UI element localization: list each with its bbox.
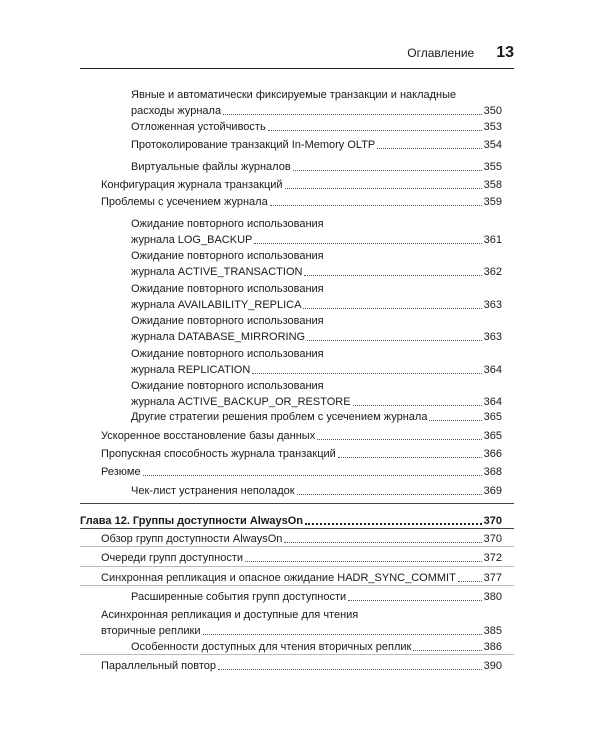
dot-leader xyxy=(252,373,481,374)
toc-page-number: 386 xyxy=(483,641,502,653)
toc-entry[interactable] xyxy=(131,159,502,175)
toc-page-number: 370 xyxy=(483,533,502,545)
toc-entry[interactable] xyxy=(101,446,502,462)
toc-page-number: 385 xyxy=(483,625,502,637)
toc-entry-title: Отложенная устойчивость xyxy=(131,121,266,133)
dot-leader xyxy=(284,542,481,543)
dot-leader xyxy=(317,439,481,440)
toc-entry-title: журнала ACTIVE_BACKUP_OR_RESTORE xyxy=(131,396,351,408)
toc-entry[interactable] xyxy=(101,570,502,586)
dot-leader xyxy=(429,420,481,421)
toc-page-number: 358 xyxy=(483,179,502,191)
toc-entry-title: Пропускная способность журнала транзакций xyxy=(101,448,336,460)
toc-entry-line: Ожидание повторного использования xyxy=(131,250,324,262)
toc-entry-title: расходы журнала xyxy=(131,105,222,117)
toc-entry-title: Очереди групп доступности xyxy=(101,552,244,564)
toc-entry[interactable] xyxy=(101,194,502,210)
toc-entry[interactable] xyxy=(131,137,502,153)
toc-entry-title: Синхронная репликация и опасное ожидание HADR_SYNC_COMMIT xyxy=(101,572,456,584)
toc-page-number: 370 xyxy=(483,515,502,527)
dot-leader xyxy=(377,148,481,149)
toc-entry-title: журнала LOG_BACKUP xyxy=(131,234,253,246)
dot-leader xyxy=(218,669,482,670)
toc-entry-title: Проблемы с усечением журнала xyxy=(101,196,268,208)
toc-entry-title: Другие стратегии решения проблем с усечением журнала xyxy=(131,411,428,423)
running-header xyxy=(80,44,514,64)
dot-leader xyxy=(143,475,482,476)
toc-entry[interactable] xyxy=(101,658,502,674)
toc-page-number: 350 xyxy=(483,105,502,117)
toc-entry[interactable] xyxy=(131,313,502,345)
toc-page-number: 369 xyxy=(483,485,502,497)
toc-entry[interactable] xyxy=(131,409,502,425)
toc-entry-title: Виртуальные файлы журналов xyxy=(131,161,291,173)
toc-entry[interactable] xyxy=(131,87,502,119)
toc-entry[interactable] xyxy=(101,531,502,547)
toc-entry[interactable] xyxy=(131,346,502,378)
toc-entry-title: журнала ACTIVE_TRANSACTION xyxy=(131,266,303,278)
toc-entry[interactable] xyxy=(101,550,502,566)
toc-entry-title: Обзор групп доступности AlwaysOn xyxy=(101,533,283,545)
toc-entry-title: Конфигурация журнала транзакций xyxy=(101,179,283,191)
dot-leader xyxy=(293,170,482,171)
toc-page-number: 363 xyxy=(483,299,502,311)
section-divider xyxy=(80,585,514,586)
dot-leader xyxy=(307,340,482,341)
toc-page-number: 366 xyxy=(483,448,502,460)
toc-entry-line: Ожидание повторного использования xyxy=(131,283,324,295)
toc-page-number: 365 xyxy=(483,430,502,442)
section-divider xyxy=(80,528,514,529)
toc-entry[interactable] xyxy=(131,281,502,313)
toc-page-number: 359 xyxy=(483,196,502,208)
toc-entry[interactable] xyxy=(131,639,502,655)
section-divider xyxy=(80,654,514,655)
toc-entry-title: журнала REPLICATION xyxy=(131,364,251,376)
toc-page-number: 364 xyxy=(483,364,502,376)
header-page-number: 13 xyxy=(496,44,514,61)
toc-page-number: 390 xyxy=(483,660,502,672)
dot-leader xyxy=(203,634,482,635)
toc-page-number: 363 xyxy=(483,331,502,343)
toc-page-number: 355 xyxy=(483,161,502,173)
toc-entry[interactable] xyxy=(131,483,502,499)
toc-entry[interactable] xyxy=(101,607,502,639)
dot-leader xyxy=(254,243,481,244)
section-divider xyxy=(80,503,514,504)
dot-leader xyxy=(458,581,482,582)
toc-page-number: 364 xyxy=(483,396,502,408)
toc-entry-title: журнала DATABASE_MIRRORING xyxy=(131,331,306,343)
toc-entry-title: Параллельный повтор xyxy=(101,660,217,672)
toc-entry[interactable] xyxy=(131,589,502,605)
dot-leader xyxy=(353,405,482,406)
dot-leader xyxy=(303,308,481,309)
dot-leader xyxy=(223,114,482,115)
toc-entry-line: Ожидание повторного использования xyxy=(131,348,324,360)
toc-entry-title: Расширенные события групп доступности xyxy=(131,591,347,603)
dot-leader xyxy=(338,457,482,458)
toc-entry-line: Асинхронная репликация и доступные для чтения xyxy=(101,609,359,621)
toc-page-number: 354 xyxy=(483,139,502,151)
toc-entry-line: Ожидание повторного использования xyxy=(131,218,324,230)
toc-chapter-entry[interactable] xyxy=(80,513,502,529)
toc-entry-title: Ускоренное восстановление базы данных xyxy=(101,430,316,442)
toc-entry-line: Ожидание повторного использования xyxy=(131,315,324,327)
toc-entry[interactable] xyxy=(101,464,502,480)
toc-entry-title: журнала AVAILABILITY_REPLICA xyxy=(131,299,302,311)
toc-entry-title: Протоколирование транзакций In-Memory OLTP xyxy=(131,139,376,151)
toc-entry-line: Ожидание повторного использования xyxy=(131,380,324,392)
toc-page-number: 365 xyxy=(483,411,502,423)
toc-entry[interactable] xyxy=(131,248,502,280)
dot-leader xyxy=(245,561,482,562)
header-title: Оглавление xyxy=(407,46,475,60)
dot-leader xyxy=(413,650,481,651)
toc-entry-title: Глава 12. Группы доступности AlwaysOn xyxy=(80,515,304,527)
dot-leader xyxy=(348,600,481,601)
header-rule xyxy=(80,68,514,69)
toc-entry[interactable] xyxy=(101,428,502,444)
toc-page-number: 372 xyxy=(483,552,502,564)
dot-leader xyxy=(270,205,482,206)
toc-entry-line: Явные и автоматически фиксируемые транзакции и накладные xyxy=(131,89,457,101)
toc-entry[interactable] xyxy=(101,177,502,193)
toc-page-number: 380 xyxy=(483,591,502,603)
toc-entry[interactable] xyxy=(131,216,502,248)
toc-page-number: 353 xyxy=(483,121,502,133)
dot-leader xyxy=(268,130,482,131)
dot-leader xyxy=(285,188,482,189)
toc-page-number: 377 xyxy=(483,572,502,584)
toc-entry-title: Чек-лист устранения неполадок xyxy=(131,485,295,497)
section-divider xyxy=(80,566,514,567)
toc-entry-title: Особенности доступных для чтения вторичных реплик xyxy=(131,641,412,653)
toc-page-number: 361 xyxy=(483,234,502,246)
toc-entry-title: Резюме xyxy=(101,466,141,478)
dot-leader xyxy=(304,275,481,276)
dot-leader xyxy=(297,494,482,495)
toc-entry[interactable] xyxy=(131,119,502,135)
toc-page-number: 368 xyxy=(483,466,502,478)
toc-page-number: 362 xyxy=(483,266,502,278)
dot-leader xyxy=(305,523,482,525)
toc-entry[interactable] xyxy=(131,378,502,410)
section-divider xyxy=(80,546,514,547)
toc-entry-title: вторичные реплики xyxy=(101,625,201,637)
